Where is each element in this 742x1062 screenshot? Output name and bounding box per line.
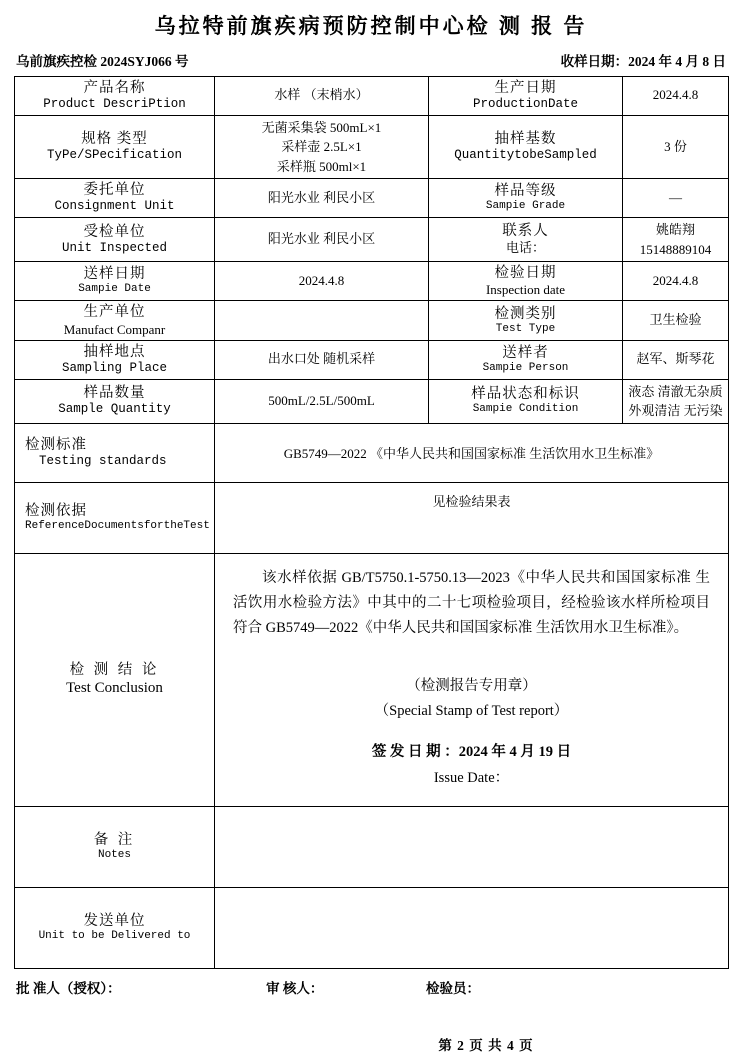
quantity-sampled-value: 3 份 [623,115,729,179]
spec-label-cell [15,115,215,179]
sample-person-label-en: Sampie Person [482,361,569,374]
conclusion-content-cell [215,553,729,806]
test-type-label-en: Test Type [495,322,556,335]
consignment-label-cn: 委托单位 [83,182,146,199]
contact-label-cell [429,218,623,262]
inspection-date-value: 2024.4.8 [623,262,729,301]
sample-condition-line-1: 液态 清澈无杂质 [628,383,723,399]
table-row [15,179,729,218]
testing-standards-label-cell [15,423,215,482]
reference-value: 见检验结果表 [215,482,729,553]
notes-value [215,806,729,887]
table-row [15,482,729,553]
testing-standards-label-en: Testing standards [39,453,167,468]
production-date-value: 2024.4.8 [623,77,729,116]
table-row [15,262,729,301]
sample-quantity-label-en: Sample Quantity [58,402,171,417]
issue-date-cn: 签 发 日 期 ：2024 年 4 月 19 日 [371,744,572,761]
sampling-place-value: 出水口处 随机采样 [215,340,429,379]
test-type-label-cell [429,301,623,340]
test-type-label-cn: 检测类别 [494,305,557,322]
table-row [15,340,729,379]
manufacturer-label-en: Manufact Companr [63,321,166,337]
contact-value [623,218,729,262]
sample-condition-label-cn: 样品状态和标识 [471,386,580,403]
sample-grade-label-cell [429,179,623,218]
inspection-date-label-cell [429,262,623,301]
sampling-place-label-cell [15,340,215,379]
spec-value [215,115,429,179]
table-row [15,379,729,423]
reference-label-cell [15,482,215,553]
consignment-label-en: Consignment Unit [54,199,175,214]
contact-phone: 15148889104 [639,241,712,257]
consignment-label-cell [15,179,215,218]
testing-standards-label-cn: 检测标准 [25,436,87,453]
page-title: 乌拉特前旗疾病预防控制中心检 测 报 告 [154,14,588,38]
sample-grade-label-cn: 样品等级 [494,183,557,200]
table-row [15,806,729,887]
table-row [15,218,729,262]
table-row [15,301,729,340]
product-value: 水样 （末梢水） [215,77,429,116]
conclusion-content [219,556,724,802]
delivered-label-cell [15,887,215,968]
sample-quantity-label-cell [15,379,215,423]
quantity-sampled-label-en: QuantitytobeSampled [454,148,597,163]
stamp-label-en: （Special Stamp of Test report） [374,703,569,719]
sample-date-label-en: Sampie Date [78,283,151,296]
inspected-unit-label-cn: 受检单位 [83,223,146,240]
report-table [14,76,729,969]
quantity-sampled-label-cell [429,115,623,179]
sample-date-value: 2024.4.8 [215,262,429,301]
spec-value-line-3: 采样瓶 500ml×1 [276,158,367,174]
sample-condition-value [623,379,729,423]
notes-label-cell [15,806,215,887]
sampling-place-label-cn: 抽样地点 [83,343,146,360]
manufacturer-label-cell [15,301,215,340]
production-date-label-cell [429,77,623,116]
sample-date-label-cell [15,262,215,301]
sample-condition-label-en: Sampie Condition [472,403,579,416]
table-row [15,887,729,968]
contact-phone-label: 电话： [505,240,545,256]
product-label-cell [15,77,215,116]
table-row [15,423,729,482]
sample-person-label-cn: 送样者 [502,344,549,361]
sample-person-value: 赵军、斯琴花 [623,340,729,379]
quantity-sampled-label-cn: 抽样基数 [494,131,557,148]
sample-date-label-cn: 送样日期 [83,266,146,283]
test-type-value: 卫生检验 [623,301,729,340]
consignment-value: 阳光水业 利民小区 [215,179,429,218]
inspected-unit-label-en: Unit Inspected [61,240,168,255]
reference-label-cn: 检测依据 [25,502,87,519]
conclusion-paragraph: 该水样依据 GB/T5750.1-5750.13—2023《中华人民共和国国家标准 生活饮用水检验方法》中其中的二十七项检验项目，经检验该水样所检项目符合 GB5749—2022《中华人民共和国国家标准 生活饮用水卫生标准》。 [233,569,710,637]
inspection-date-label-cn: 检验日期 [494,265,557,281]
signature-row [14,969,728,997]
spec-label-cn: 规格 类型 [81,131,148,148]
report-number: 乌前旗疾控检 2024SYJ066 号 [16,54,189,69]
production-date-label-en: ProductionDate [472,97,579,112]
page-footer: 第 2 页 共 4 页 [438,1038,534,1053]
inspection-date-label-en: Inspection date [485,282,566,298]
delivered-value [215,887,729,968]
spec-value-line-2: 采样壶 2.5L×1 [281,139,362,155]
conclusion-label-cn: 检 测 结 论 [69,662,160,679]
table-row [15,115,729,179]
sample-quantity-value: 500mL/2.5L/500mL [215,379,429,423]
sampling-date: 收样日期：2024 年 4 月 8 日 [560,54,726,69]
contact-label-cn: 联系人 [502,223,549,240]
delivered-label-en: Unit to be Delivered to [38,929,191,942]
notes-label-en: Notes [97,848,131,861]
report-subheader [14,46,728,76]
conclusion-label-cell [15,553,215,806]
inspected-unit-label-cell [15,218,215,262]
production-date-label-cn: 生产日期 [494,80,557,96]
manufacturer-value [215,301,429,340]
sampling-place-label-en: Sampling Place [61,360,168,375]
contact-name: 姚皓翔 [655,222,695,237]
product-label-cn: 产品名称 [83,80,146,96]
sample-grade-value: — [623,179,729,218]
issue-date-en: Issue Date： [433,769,510,786]
manufacturer-label-cn: 生产单位 [83,304,146,321]
reference-label-en: ReferenceDocumentsfortheTest [25,519,210,532]
conclusion-label-en: Test Conclusion [66,680,163,697]
delivered-label-cn: 发送单位 [83,912,146,929]
reviewer-label: 审 核人： [266,980,324,996]
sample-person-label-cell [429,340,623,379]
inspected-unit-value: 阳光水业 利民小区 [215,218,429,262]
product-label-en: Product DescriPtion [43,97,186,112]
sample-condition-label-cell [429,379,623,423]
approver-label: 批 准人（授权）： [16,980,121,996]
sample-grade-label-en: Sampie Grade [485,200,566,213]
spec-value-line-1: 无菌采集袋 500mL×1 [261,119,382,135]
sample-condition-line-2: 外观清洁 无污染 [628,403,723,418]
notes-label-cn: 备 注 [93,831,136,848]
spec-label-en: TyPe/SPecification [46,148,183,163]
table-row [15,553,729,806]
sample-quantity-label-cn: 样品数量 [83,385,146,402]
stamp-label-cn: （检测报告专用章） [406,677,537,694]
testing-standards-value: GB5749—2022 《中华人民共和国国家标准 生活饮用水卫生标准》 [215,423,729,482]
table-row [15,77,729,116]
inspector-label: 检验员： [426,980,480,996]
